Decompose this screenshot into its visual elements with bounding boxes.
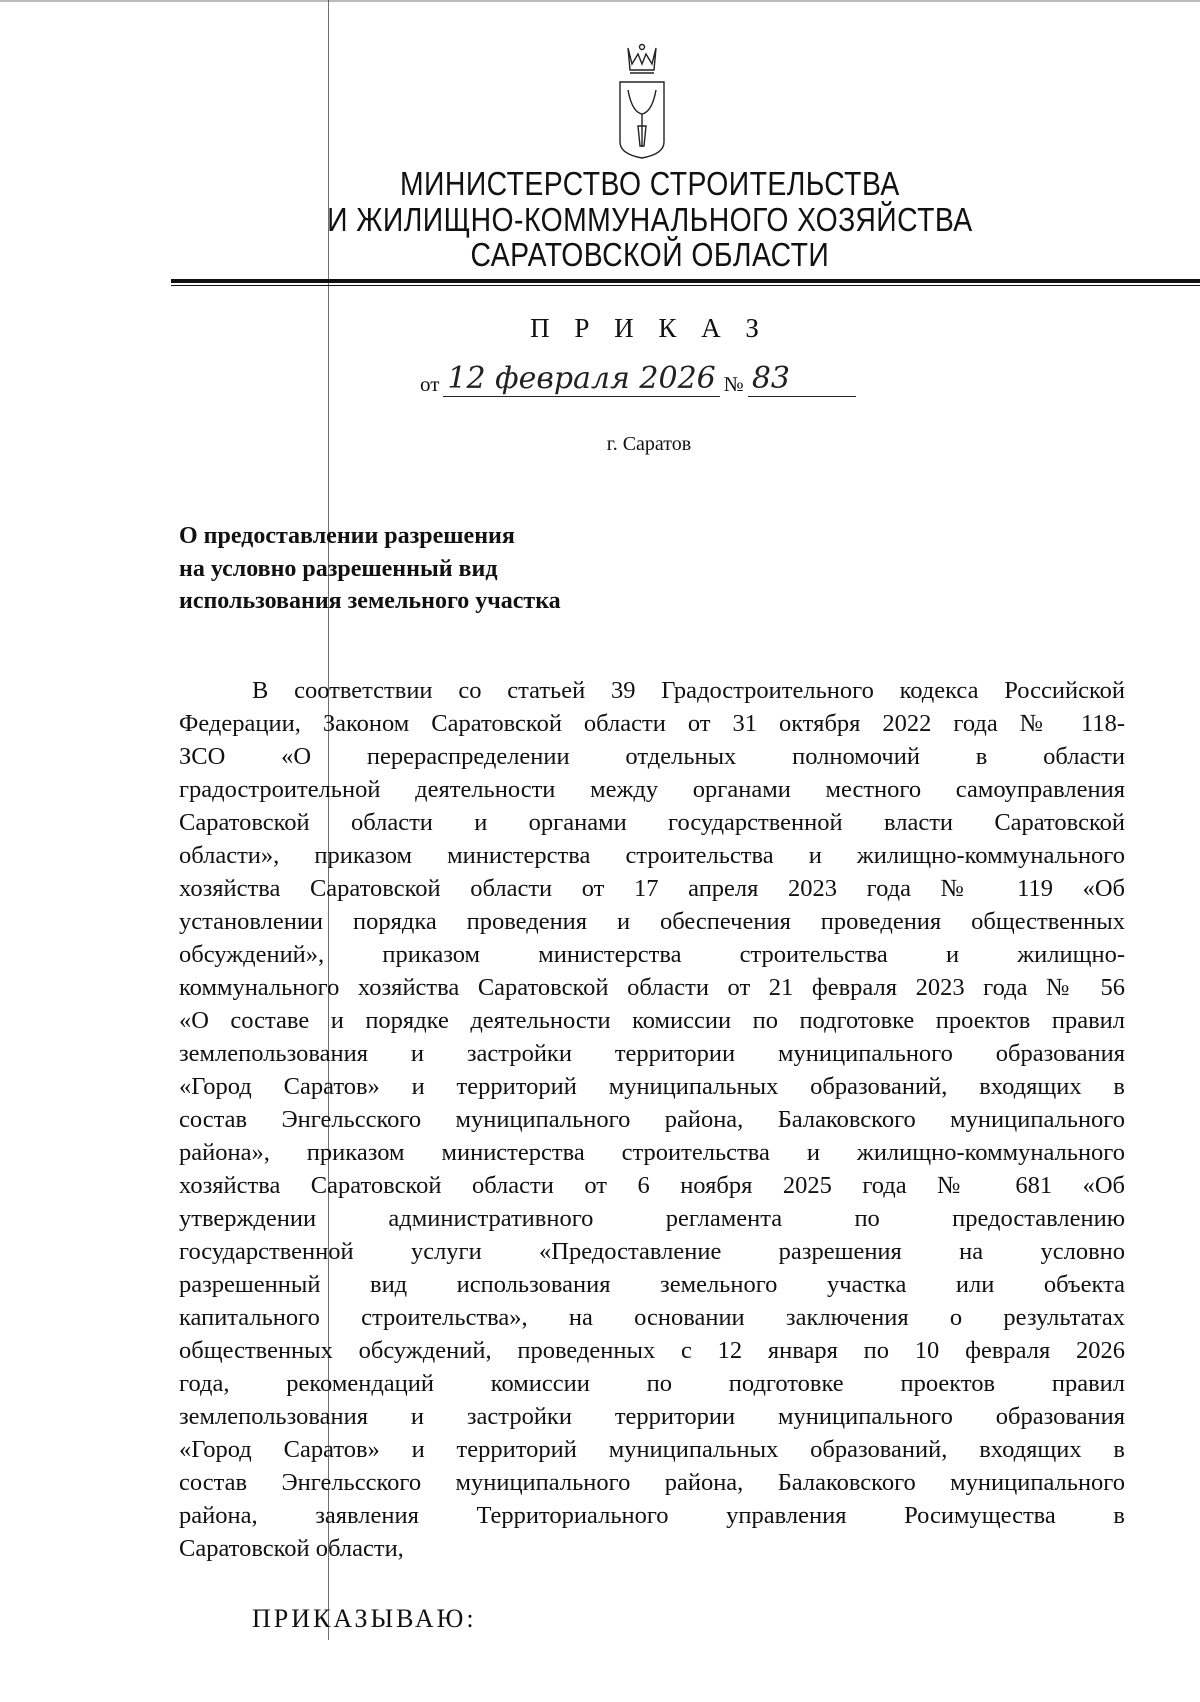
order-subject bbox=[179, 520, 561, 618]
body-line: землепользования и застройки территории муниципального образования bbox=[179, 1040, 1125, 1067]
order-number: 83 bbox=[748, 362, 856, 397]
body-line: государственной услуги «Предоставление разрешения на условно bbox=[179, 1238, 1125, 1265]
body-line: Саратовской области, bbox=[179, 1535, 404, 1562]
date-prefix: от bbox=[420, 372, 440, 396]
decree-word: ПРИКАЗЫВАЮ: bbox=[252, 1604, 477, 1633]
body-line: хозяйства Саратовской области от 6 ноября 2025 года № 681 «Об bbox=[179, 1172, 1125, 1199]
document-type: П Р И К А З bbox=[530, 313, 768, 343]
coat-of-arms-emblem bbox=[614, 42, 670, 160]
ministry-name-line-1: МИНИСТЕРСТВО СТРОИТЕЛЬСТВА bbox=[399, 165, 900, 202]
body-line: разрешенный вид использования земельного участка или объекта bbox=[179, 1271, 1125, 1298]
body-line: утверждении административного регламента по предоставлению bbox=[179, 1205, 1125, 1232]
body-line: состав Энгельсского муниципального района, Балаковского муниципального bbox=[179, 1469, 1125, 1496]
ministry-name-line-3: САРАТОВСКОЙ ОБЛАСТИ bbox=[470, 236, 830, 273]
body-line: хозяйства Саратовской области от 17 апреля 2023 года № 119 «Об bbox=[179, 875, 1125, 902]
ministry-name-line-2: И ЖИЛИЩНО-КОММУНАЛЬНОГО ХОЗЯЙСТВА bbox=[327, 201, 973, 238]
scan-top-edge bbox=[0, 0, 1200, 2]
body-line: района», приказом министерства строительства и жилищно-коммунального bbox=[179, 1139, 1125, 1166]
body-line: общественных обсуждений, проведенных с 12 января по 10 февраля 2026 bbox=[179, 1337, 1125, 1364]
header-rule-thick bbox=[171, 279, 1200, 283]
body-line: года, рекомендаций комиссии по подготовке проектов правил bbox=[179, 1370, 1125, 1397]
body-line: ЗСО «О перераспределении отдельных полномочий в области bbox=[179, 743, 1125, 770]
body-line: «Город Саратов» и территорий муниципальных образований, входящих в bbox=[179, 1436, 1125, 1463]
subject-line: О предоставлении разрешения bbox=[179, 523, 515, 549]
body-line: обсуждений», приказом министерства строительства и жилищно- bbox=[179, 941, 1125, 968]
body-line: градостроительной деятельности между органами местного самоуправления bbox=[179, 776, 1125, 803]
subject-line: использования земельного участка bbox=[179, 588, 561, 614]
body-line: землепользования и застройки территории муниципального образования bbox=[179, 1403, 1125, 1430]
body-line: установлении порядка проведения и обеспечения проведения общественных bbox=[179, 908, 1125, 935]
preamble-paragraph bbox=[179, 674, 1125, 1565]
order-date-number bbox=[420, 362, 856, 397]
number-sign: № bbox=[723, 372, 744, 396]
body-line: коммунального хозяйства Саратовской области от 21 февраля 2023 года № 56 bbox=[179, 974, 1125, 1001]
header-rule-thin bbox=[171, 285, 1200, 286]
subject-line: на условно разрешенный вид bbox=[179, 555, 498, 582]
body-line: капитального строительства», на основании заключения о результатах bbox=[179, 1304, 1125, 1331]
order-city: г. Саратов bbox=[606, 433, 692, 455]
body-line: Саратовской области и органами государственной власти Саратовской bbox=[179, 809, 1125, 836]
body-line: В соответствии со статьей 39 Градостроительного кодекса Российской bbox=[252, 677, 1125, 704]
body-line: «Город Саратов» и территорий муниципальных образований, входящих в bbox=[179, 1073, 1125, 1100]
order-date: 12 февраля 2026 bbox=[443, 362, 719, 397]
body-line: области», приказом министерства строительства и жилищно-коммунального bbox=[179, 842, 1125, 869]
body-line: «О составе и порядке деятельности комиссии по подготовке проектов правил bbox=[179, 1007, 1125, 1034]
body-line: Федерации, Законом Саратовской области от 31 октября 2022 года № 118- bbox=[179, 710, 1125, 737]
body-line: состав Энгельсского муниципального района, Балаковского муниципального bbox=[179, 1106, 1125, 1133]
body-line: района, заявления Территориального управления Росимущества в bbox=[179, 1502, 1125, 1529]
